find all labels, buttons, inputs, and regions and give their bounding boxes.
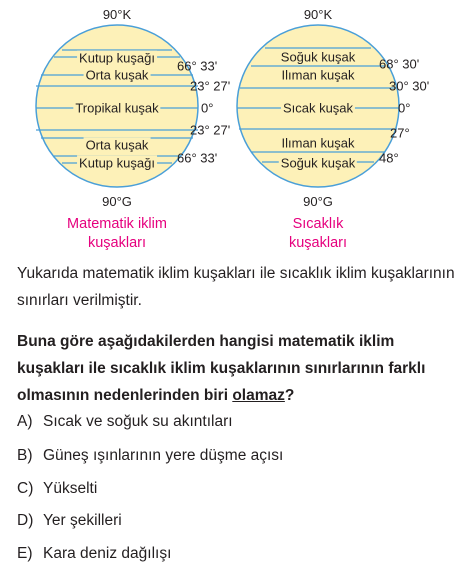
- intro-paragraph: Yukarıda matematik iklim kuşakları ile sıcaklık iklim kuşaklarının sınırları verilmiştir.: [17, 265, 455, 309]
- right-caption-line1: Sıcaklık: [292, 216, 344, 232]
- option-d-letter: D): [17, 512, 34, 529]
- question-mark: ?: [284, 387, 295, 404]
- right-zone-2: Ilıman kuşak: [281, 67, 355, 83]
- option-e-letter: E): [17, 545, 33, 562]
- question-body: Buna göre aşağıdakilerden hangisi matematik iklim kuşakları ile sıcaklık iklim kuşaklarının sınırlarının farklı olmasının nedenlerinden biri: [17, 333, 426, 404]
- right-south-pole-label: 90°G: [303, 194, 333, 209]
- left-degree-1: 66° 33': [177, 58, 218, 74]
- right-caption-line2: kuşakları: [288, 235, 348, 251]
- right-zone-4: Ilıman kuşak: [281, 135, 355, 151]
- right-zone-1: Soğuk kuşak: [280, 49, 356, 65]
- left-caption-line2: kuşakları: [87, 235, 147, 251]
- right-degree-5: 48°: [379, 150, 399, 166]
- right-north-pole-label: 90°K: [303, 7, 333, 22]
- right-degree-4: 27°: [390, 125, 410, 141]
- right-degree-3: 0°: [398, 100, 411, 116]
- right-degree-2: 30° 30': [389, 78, 430, 94]
- option-c-letter: C): [17, 480, 34, 497]
- left-degree-5: 66° 33': [177, 150, 218, 166]
- option-a[interactable]: [17, 413, 233, 431]
- option-b-letter: B): [17, 447, 33, 464]
- option-e-text: Kara deniz dağılışı: [43, 545, 172, 562]
- right-degree-1: 68° 30': [379, 56, 420, 72]
- left-caption: [67, 215, 167, 253]
- left-zone-2: Orta kuşak: [85, 67, 149, 83]
- option-a-text: Sıcak ve soğuk su akıntıları: [43, 413, 233, 430]
- option-d-text: Yer şekilleri: [43, 512, 122, 529]
- left-zone-4: Orta kuşak: [85, 137, 149, 153]
- option-e[interactable]: [17, 545, 171, 563]
- option-a-letter: A): [17, 413, 33, 430]
- right-caption: [289, 215, 347, 253]
- left-degree-3: 0°: [201, 100, 214, 116]
- left-south-pole-label: 90°G: [102, 194, 132, 209]
- option-d[interactable]: [17, 512, 122, 530]
- option-c[interactable]: [17, 480, 97, 498]
- left-zone-1: Kutup kuşağı: [79, 50, 155, 66]
- right-zone-3: Sıcak kuşak: [282, 100, 354, 116]
- left-zone-5: Kutup kuşağı: [79, 155, 155, 171]
- option-b[interactable]: [17, 447, 283, 465]
- question-text: [17, 328, 461, 409]
- left-degree-4: 23° 27': [190, 122, 231, 138]
- left-caption-line1: Matematik iklim: [67, 216, 167, 232]
- left-degree-2: 23° 27': [190, 78, 231, 94]
- left-north-pole-label: 90°K: [102, 7, 132, 22]
- left-zone-3: Tropikal kuşak: [75, 100, 159, 116]
- option-b-text: Güneş ışınlarının yere düşme açısı: [43, 447, 284, 464]
- question-negation: olamaz: [232, 387, 285, 404]
- right-zone-5: Soğuk kuşak: [280, 155, 356, 171]
- option-c-text: Yükselti: [43, 480, 98, 497]
